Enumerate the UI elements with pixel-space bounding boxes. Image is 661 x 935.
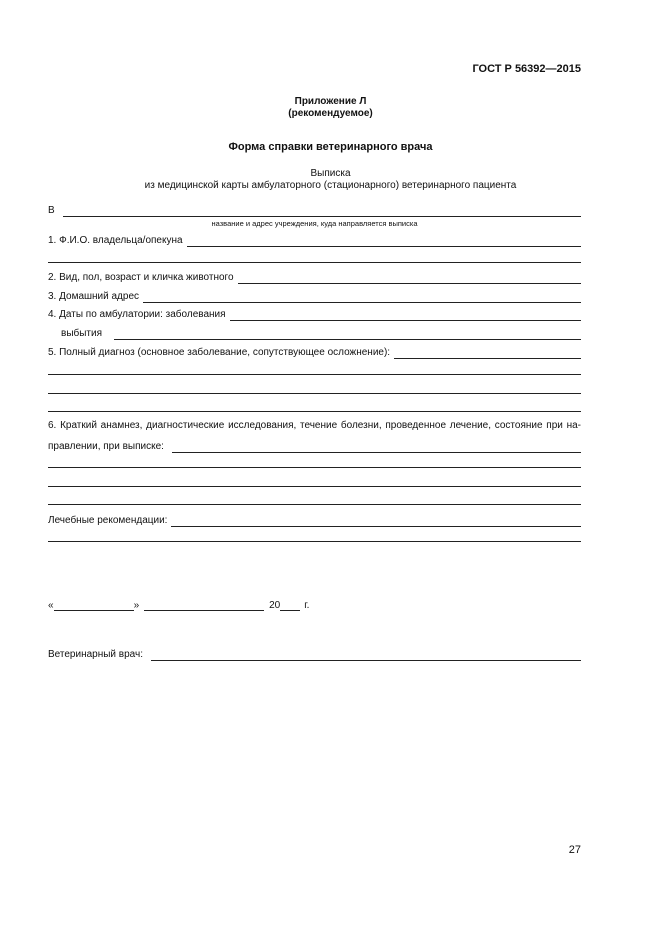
recipient-input-line[interactable] xyxy=(63,205,581,217)
animal-input-line[interactable] xyxy=(238,272,581,284)
discharge-date-input-line[interactable] xyxy=(114,328,581,340)
address-input-line[interactable] xyxy=(143,291,581,303)
extract-title: Выписка xyxy=(310,168,351,179)
date-open-quote: « xyxy=(48,600,54,611)
anamnesis-field xyxy=(48,439,581,453)
date-day-input[interactable] xyxy=(54,599,134,611)
diagnosis-line-2[interactable] xyxy=(48,374,581,375)
appendix-title: Приложение Л xyxy=(294,96,367,107)
illness-date-input-line[interactable] xyxy=(230,309,581,321)
standard-number: ГОСТ Р 56392—2015 xyxy=(472,63,581,75)
recommendations-input-line[interactable] xyxy=(171,515,581,527)
page-number: 27 xyxy=(568,844,581,856)
anamnesis-line-3[interactable] xyxy=(48,486,581,487)
animal-field xyxy=(48,270,581,284)
address-field xyxy=(48,289,581,303)
diagnosis-label: 5. Полный диагноз (основное заболевание, сопутствующее осложнение): xyxy=(48,347,391,358)
owner-field xyxy=(48,233,581,247)
date-field xyxy=(48,597,309,611)
form-title: Форма справки ветеринарного врача xyxy=(228,141,433,153)
recipient-label: В xyxy=(48,205,55,216)
signature-label: Ветеринарный врач: xyxy=(48,649,143,660)
diagnosis-field xyxy=(48,345,581,359)
recipient-field xyxy=(48,203,581,217)
signature-input-line[interactable] xyxy=(151,649,581,661)
discharge-label: выбытия xyxy=(61,328,102,339)
animal-label: 2. Вид, пол, возраст и кличка животного xyxy=(48,272,234,283)
diagnosis-line-4[interactable] xyxy=(48,411,581,412)
anamnesis-label-line2: правлении, при выписке: xyxy=(48,441,164,452)
anamnesis-label-line1: 6. Краткий анамнез, диагностические исследования, течение болезни, проведенное лечение, состояние при на- xyxy=(48,420,581,431)
diagnosis-line-3[interactable] xyxy=(48,393,581,394)
recommendations-field xyxy=(48,513,581,527)
anamnesis-line-4[interactable] xyxy=(48,504,581,505)
owner-input-line[interactable] xyxy=(187,235,581,247)
diagnosis-input-line[interactable] xyxy=(394,347,581,359)
signature-field xyxy=(48,647,581,661)
anamnesis-line-2[interactable] xyxy=(48,467,581,468)
discharge-field xyxy=(61,326,581,340)
extract-subtitle: из медицинской карты амбулаторного (стационарного) ветеринарного пациента xyxy=(144,180,517,191)
dates-field xyxy=(48,307,581,321)
recipient-caption: название и адрес учреждения, куда направляется выписка xyxy=(211,219,418,228)
date-year-input[interactable] xyxy=(280,599,300,611)
address-label: 3. Домашний адрес xyxy=(48,291,140,302)
dates-label: 4. Даты по амбулатории: заболевания xyxy=(48,309,226,320)
date-close-quote: » xyxy=(133,600,140,611)
owner-label: 1. Ф.И.О. владельца/опекуна xyxy=(48,235,183,246)
appendix-subtitle: (рекомендуемое) xyxy=(288,108,373,119)
date-month-input[interactable] xyxy=(144,599,264,611)
recommendations-line-2[interactable] xyxy=(48,541,581,542)
recommendations-label: Лечебные рекомендации: xyxy=(48,515,168,526)
owner-extra-line[interactable] xyxy=(48,262,581,263)
date-year-suffix: г. xyxy=(304,600,310,611)
date-year-prefix: 20 xyxy=(269,600,281,611)
anamnesis-input-line[interactable] xyxy=(172,441,581,453)
